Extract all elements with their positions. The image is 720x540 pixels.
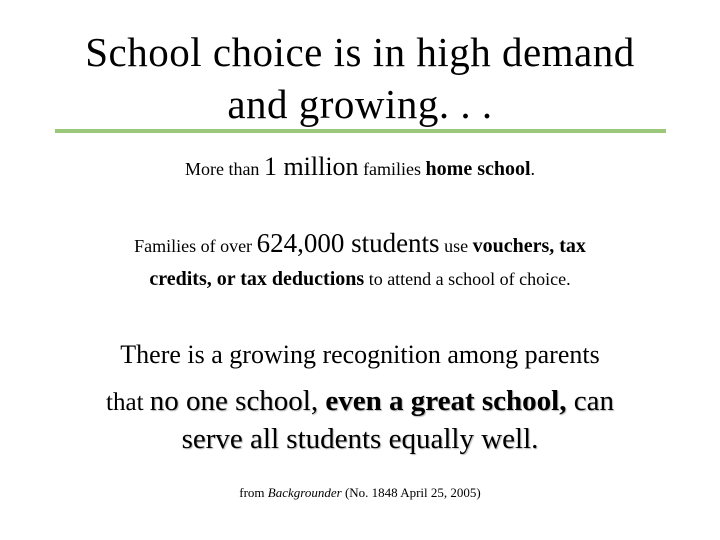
vouchers-statement-line-2 [0, 269, 720, 289]
footnote-details: (No. 1848 April 25, 2005) [341, 485, 481, 500]
source-citation [0, 485, 720, 501]
p3-can: can [566, 385, 614, 417]
home-school-statement [0, 154, 720, 180]
title-line-2: and growing. . . [227, 81, 493, 127]
footnote-publication: Backgrounder [267, 485, 342, 500]
p2-vouchers-tax: vouchers, tax [472, 235, 586, 257]
p1-period: . [530, 159, 536, 179]
vouchers-statement-line-1 [0, 230, 720, 257]
p3-even-great-school: even a great school, [325, 385, 567, 417]
title-underline [55, 129, 666, 133]
p3-no-one-school: no one school, [149, 385, 326, 417]
title-line-1: School choice is in high demand [85, 29, 635, 75]
p2-credits-deductions: credits, or tax deductions [149, 268, 365, 290]
p1-home-school: home school [425, 158, 531, 180]
p2-text-tail: to attend a school of choice. [364, 269, 571, 289]
p1-text-c: families [358, 159, 426, 179]
p2-text-a: Families of over [134, 236, 257, 256]
p1-text-a: More than [184, 159, 264, 179]
p1-count: 1 million [263, 152, 359, 181]
recognition-line-3: serve all students equally well. [181, 423, 539, 455]
p2-text-c: use [439, 236, 473, 256]
footnote-from: from [239, 485, 268, 500]
p3-that: that [106, 389, 150, 416]
p2-student-count: 624,000 students [256, 228, 440, 258]
slide-title [0, 26, 720, 130]
recognition-line-1: There is a growing recognition among parents [120, 340, 600, 369]
recognition-line-2 [0, 387, 720, 416]
